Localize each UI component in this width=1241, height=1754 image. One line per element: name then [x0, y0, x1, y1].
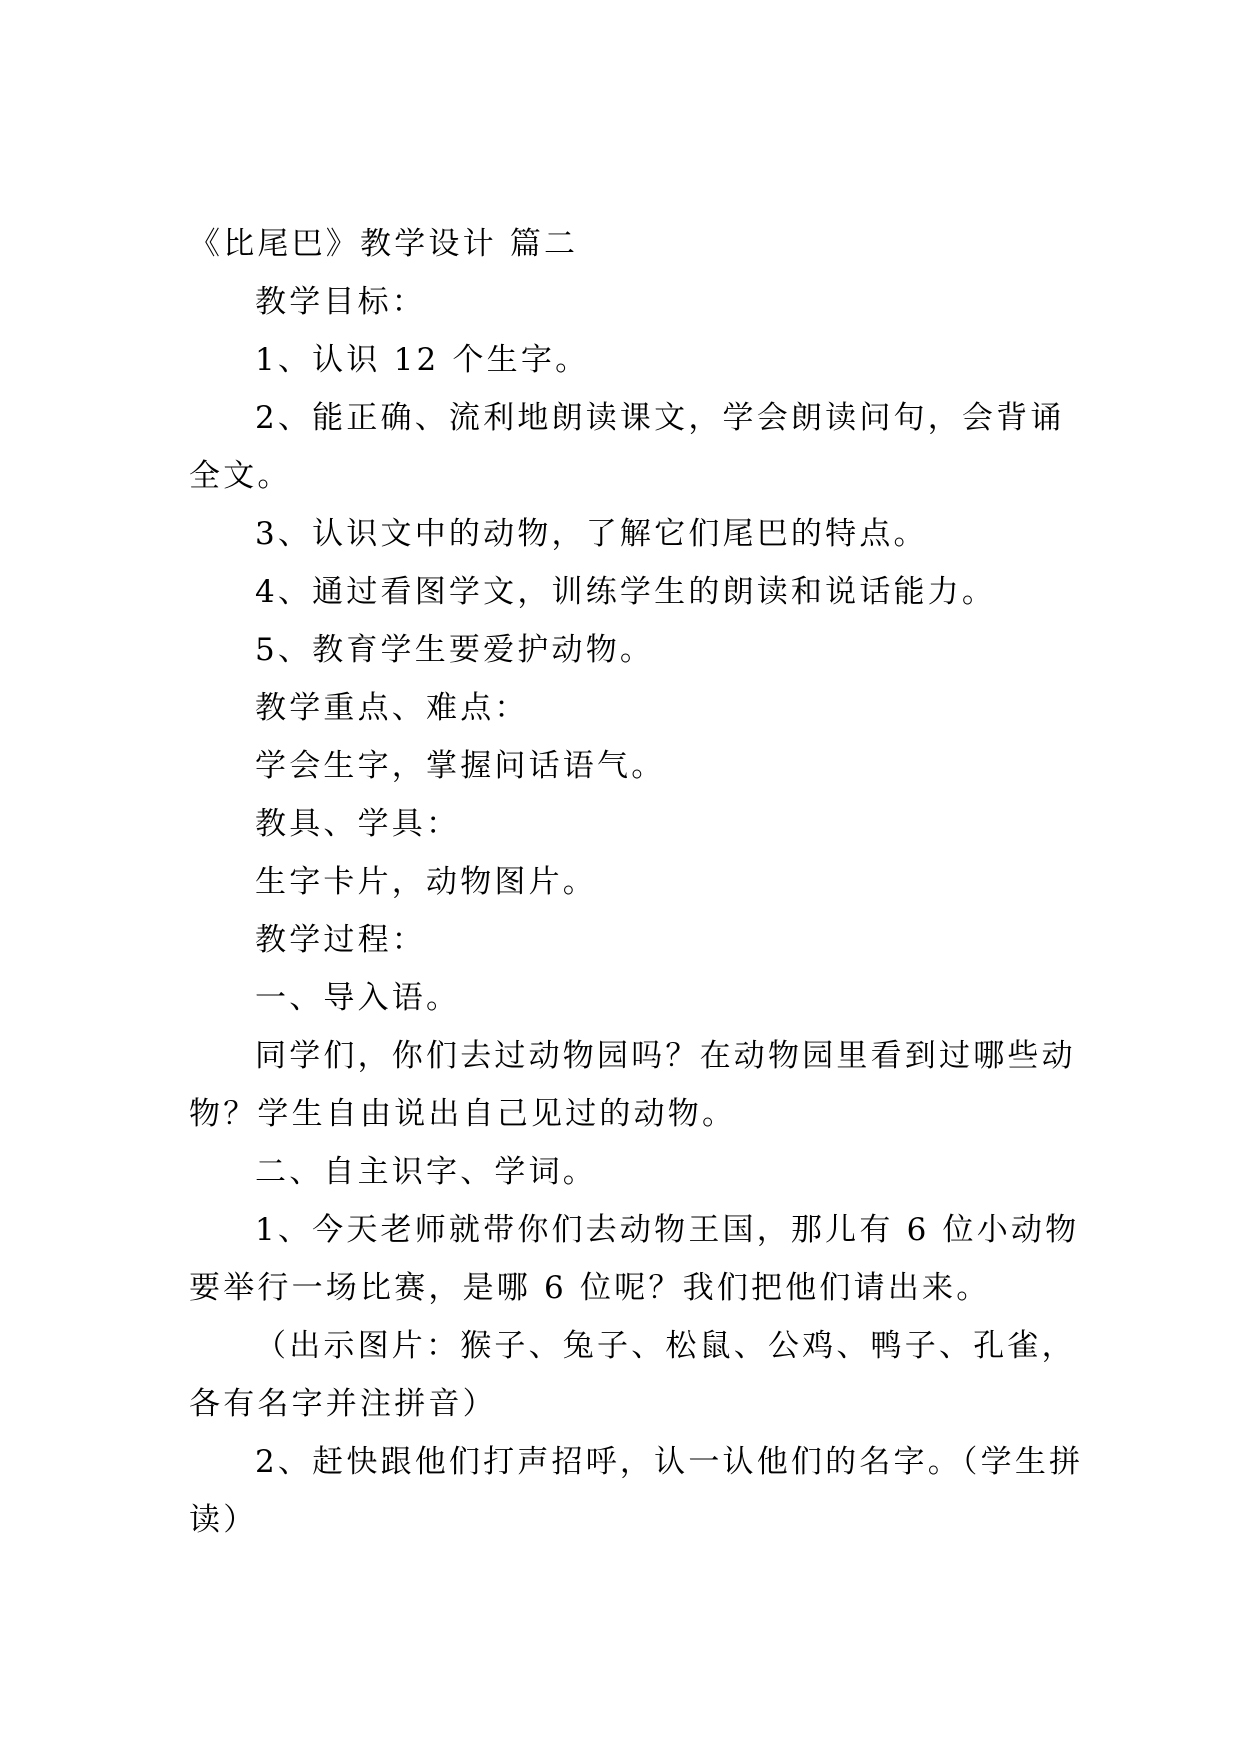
objective-2: 2、能正确、流利地朗读课文，学会朗读问句，会背诵: [255, 400, 1065, 436]
process-step-1-text-continued: 物？学生自由说出自己见过的动物。: [189, 1096, 737, 1132]
objective-1: 1、认识 12 个生字。: [255, 342, 590, 378]
section-heading-objectives: 教学目标：: [255, 284, 426, 320]
objective-3: 3、认识文中的动物，了解它们尾巴的特点。: [255, 516, 928, 552]
process-step-1-text: 同学们，你们去过动物园吗？在动物园里看到过哪些动: [255, 1038, 1076, 1074]
process-step-2-item-2-continued: 读）: [189, 1502, 258, 1538]
section-heading-materials: 教具、学具：: [255, 806, 461, 842]
picture-note-continued: 各有名字并注拼音）: [189, 1386, 497, 1422]
materials-text: 生字卡片，动物图片。: [255, 864, 597, 900]
process-step-1-heading: 一、导入语。: [255, 980, 461, 1016]
key-points-text: 学会生字，掌握问话语气。: [255, 748, 666, 784]
process-step-2-item-1-continued: 要举行一场比赛，是哪 6 位呢？我们把他们请出来。: [189, 1270, 991, 1306]
picture-note: （出示图片：猴子、兔子、松鼠、公鸡、鸭子、孔雀，: [255, 1328, 1076, 1364]
process-step-2-heading: 二、自主识字、学词。: [255, 1154, 597, 1190]
document-title: 《比尾巴》教学设计 篇二: [189, 226, 579, 262]
objective-4: 4、通过看图学文，训练学生的朗读和说话能力。: [255, 574, 997, 610]
process-step-2-item-1: 1、今天老师就带你们去动物王国，那儿有 6 位小动物: [255, 1212, 1080, 1248]
section-heading-key-points: 教学重点、难点：: [255, 690, 529, 726]
process-step-2-item-2: 2、赶快跟他们打声招呼，认一认他们的名字。（学生拼: [255, 1444, 1084, 1480]
objective-2-continued: 全文。: [189, 458, 292, 494]
section-heading-process: 教学过程：: [255, 922, 426, 958]
objective-5: 5、教育学生要爱护动物。: [255, 632, 655, 668]
